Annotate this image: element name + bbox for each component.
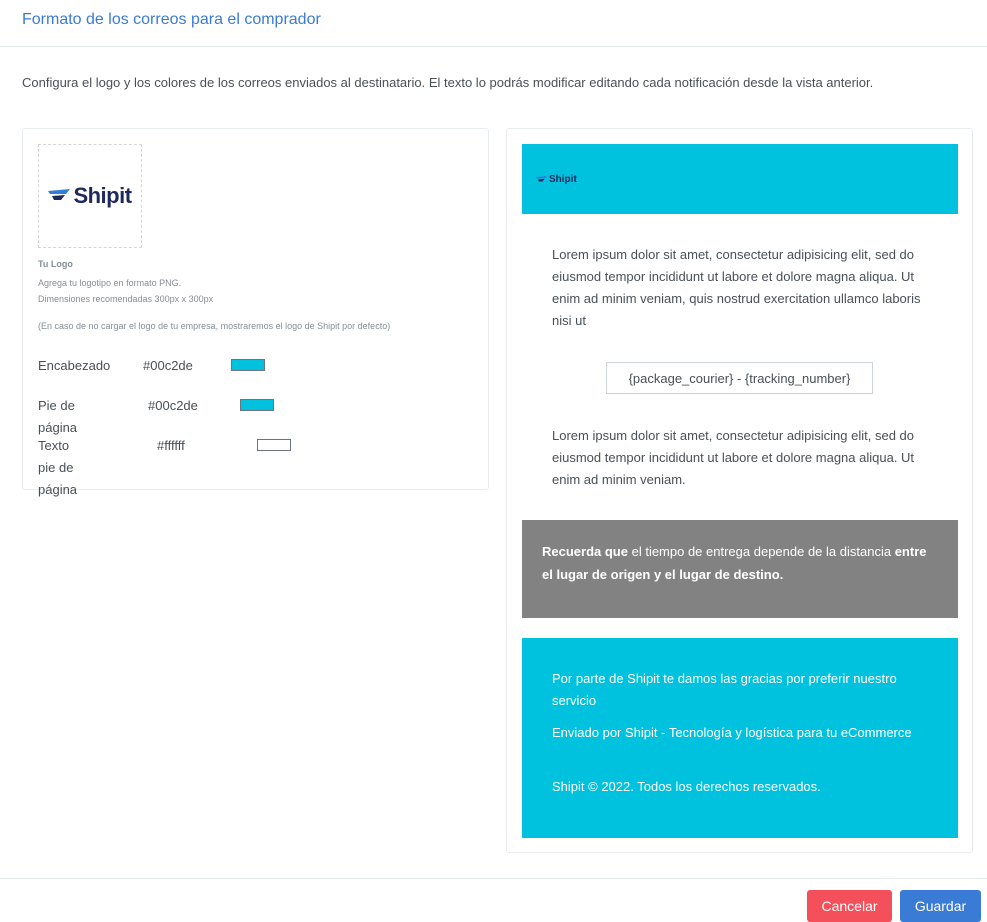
color-label-footer-text-line1: Texto pie de: [38, 438, 74, 475]
preview-header: [522, 144, 958, 214]
page-title: Formato de los correos para el comprador: [22, 11, 321, 28]
color-value-footer-text[interactable]: #ffffff: [157, 438, 185, 453]
reminder-bold-2: entre el lugar de origen y el lugar de destino.: [542, 544, 927, 582]
color-label-footer: Pie de página: [38, 398, 78, 435]
reminder-text: [542, 540, 932, 586]
reminder-block: [522, 520, 958, 618]
color-swatch-footer-text[interactable]: [257, 439, 291, 451]
logo-help: [38, 275, 213, 307]
logo-help-dimensions: Dimensiones recomendadas 300px x 300px: [38, 294, 214, 304]
page-description: Configura el logo y los colores de los correos enviados al destinatario. El texto lo podrás modificar editando cada notificación desde la vista anterior.: [22, 75, 874, 90]
tracking-box: {package_courier} - {tracking_number}: [606, 362, 873, 394]
preview-logo-text: Shipit: [549, 174, 577, 185]
color-value-footer[interactable]: #00c2de: [148, 398, 198, 413]
color-swatch-header[interactable]: [231, 359, 265, 371]
page-header: [0, 0, 987, 47]
color-value-header[interactable]: #00c2de: [143, 358, 193, 373]
color-label-footer-text: [38, 435, 77, 501]
action-bar: [0, 878, 987, 922]
logo-text: Shipit: [73, 183, 132, 208]
logo-help-format: Agrega tu logotipo en formato PNG.: [38, 278, 182, 288]
save-button[interactable]: Guardar: [900, 890, 981, 922]
preview-paragraph-1: Lorem ipsum dolor sit amet, consectetur adipisicing elit, sed do eiusmod tempor incididunt ut labore et dolore magna aliqua. Ut enim ad minim veniam, quis nostrud exercitation ullamco laboris nisi ut: [552, 247, 921, 328]
preview-paragraph-2: Lorem ipsum dolor sit amet, consectetur adipisicing elit, sed do eiusmod tempor incididunt ut labore et dolore magna aliqua. Ut enim ad minim veniam.: [552, 428, 915, 487]
footer-thanks: Por parte de Shipit te damos las gracias por preferir nuestro servicio: [552, 671, 897, 708]
footer-copyright: Shipit © 2022. Todos los derechos reservados.: [552, 779, 821, 794]
footer-sent-by: Enviado por Shipit - Tecnología y logística para tu eCommerce: [552, 725, 912, 740]
shipit-logo-icon: [536, 176, 547, 183]
reminder-bold-1: Recuerda que: [542, 544, 628, 559]
color-swatch-footer[interactable]: [240, 399, 274, 411]
preview-logo: [536, 174, 577, 185]
logo-note: (En caso de no cargar el logo de tu empresa, mostraremos el logo de Shipit por defecto): [38, 321, 391, 331]
email-preview-card: [506, 128, 973, 853]
logo-upload[interactable]: [38, 144, 142, 248]
preview-footer: [522, 638, 958, 838]
color-label-footer-text-line2: página: [38, 482, 78, 497]
cancel-button[interactable]: Cancelar: [807, 890, 892, 922]
reminder-body: el tiempo de entrega depende de la distancia: [627, 544, 895, 559]
color-label-header: Encabezado: [38, 358, 111, 373]
settings-card: [22, 128, 489, 497]
shipit-logo-icon: [48, 189, 70, 203]
logo-title: Tu Logo: [38, 259, 73, 269]
shipit-logo: [48, 183, 131, 209]
